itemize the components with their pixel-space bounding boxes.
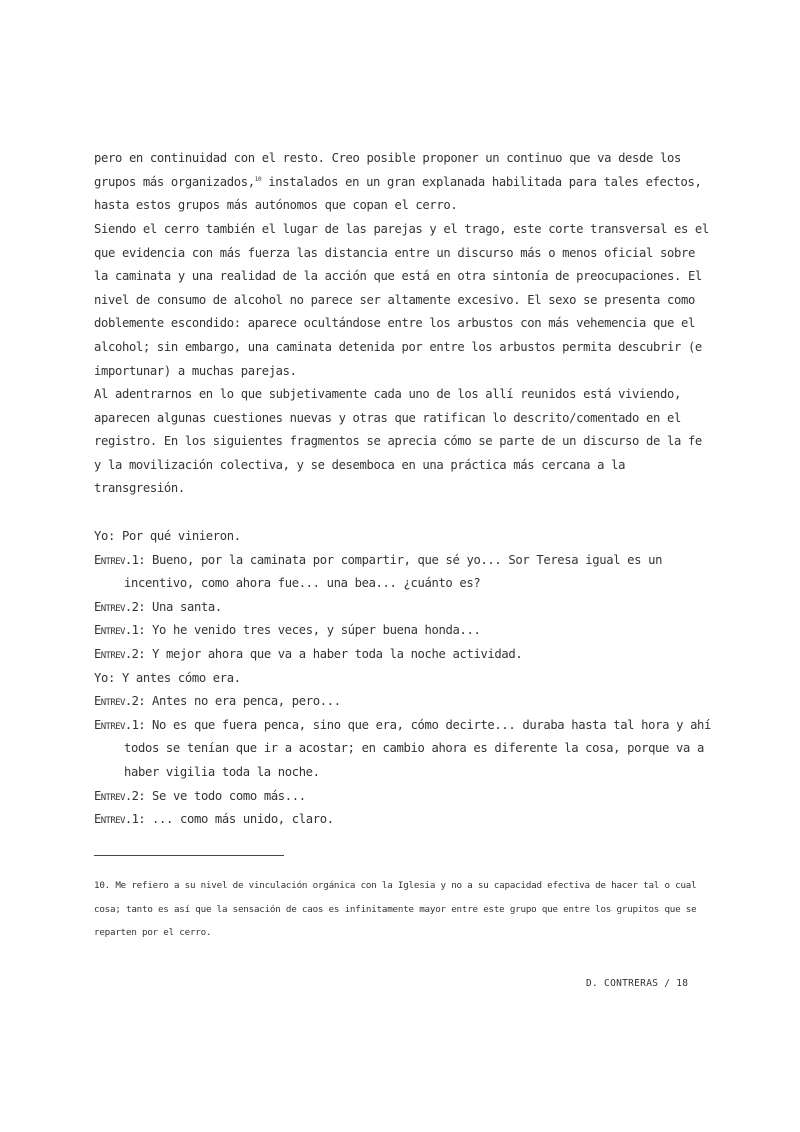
footnote-divider [94, 855, 284, 856]
dialog-turn [94, 549, 714, 596]
dialog-turn [94, 785, 714, 809]
speech-text: Se ve todo como más... [145, 788, 306, 803]
speaker-label: Entrev.1: [94, 717, 146, 732]
speaker-label: Entrev.2: [94, 788, 146, 803]
speaker-label: Entrev.1: [94, 552, 146, 567]
speech-text: ... como más unido, claro. [145, 812, 334, 827]
speaker-label: Yo: [94, 670, 115, 685]
dialog-turn [94, 619, 714, 643]
interview-transcript [94, 525, 714, 832]
footnote-reference[interactable]: 10 [254, 175, 262, 183]
paragraph-2: Siendo el cerro también el lugar de las parejas y el trago, este corte transversal es el que evidencia con más fuerza las distancia entre un discurso más o menos oficial sobre la caminata y una realidad de la acción que está en otra sintonía de preocupaciones. El nivel de consumo de alcohol no parece ser altamente excesivo. El sexo se presenta como doblemente escondido: aparece ocultándose entre los arbustos con más vehemencia que el alcohol; sin embargo, una caminata detenida por entre los arbustos permita descubrir (e importunar) a muchas parejas. [94, 222, 716, 378]
footnote-10: 10. Me refiero a su nivel de vinculación orgánica con la Iglesia y no a su capacidad efectiva de hacer tal o cual cosa; tanto es así que la sensación de caos es infinitamente mayor entre este grupo que entre los grupitos que se reparten por el cerro. [94, 880, 697, 938]
paragraph-3: Al adentrarnos en lo que subjetivamente cada uno de los allí reunidos está viviendo, aparecen algunas cuestiones nuevas y otras que ratifican lo descrito/comentado en el registro. En los siguientes fragmentos se aprecia cómo se parte de un discurso de la fe y la movilización colectiva, y se desemboca en una práctica más cercana a la transgresión. [94, 387, 709, 496]
speaker-label: Entrev.2: [94, 646, 146, 661]
speech-text: Antes no era penca, pero... [145, 694, 341, 709]
dialog-turn [94, 667, 714, 691]
dialog-turn [94, 643, 714, 667]
speaker-label: Yo: [94, 529, 115, 543]
page-footer: D. CONTRERAS / 18 [586, 978, 689, 989]
speaker-label: Entrev.2: [94, 694, 146, 709]
speaker-label: Entrev.1: [94, 623, 146, 638]
dialog-turn [94, 690, 714, 714]
speech-text: Yo he venido tres veces, y súper buena honda... [145, 623, 481, 638]
speech-text: Por qué vinieron. [114, 529, 241, 543]
speech-text: Y antes cómo era. [114, 670, 241, 685]
paragraph-1 [94, 147, 714, 218]
dialog-turn [94, 596, 714, 620]
speech-text: Y mejor ahora que va a haber toda la noche actividad. [145, 646, 523, 661]
speech-text: No es que fuera penca, sino que era, cómo decirte... duraba hasta tal hora y ahí todos se tenían que ir a acostar; en cambio ahora es diferente la cosa, porque va a haber vigilia toda la noche. [124, 717, 712, 779]
dialog-turn [94, 808, 714, 832]
speaker-label: Entrev.2: [94, 599, 146, 614]
speech-text: Una santa. [145, 599, 222, 614]
speech-text: Bueno, por la caminata por compartir, que sé yo... Sor Teresa igual es un incentivo, como ahora fue... una bea... ¿cuánto es? [124, 552, 663, 591]
dialog-turn [94, 525, 714, 549]
dialog-turn [94, 714, 714, 785]
paragraph-1-text-cont: instalados en un gran explanada habilitada para tales efectos, hasta estos grupos más autónomos que copan el cerro. [94, 174, 709, 213]
paragraph-1-text: pero en continuidad con el resto. Creo posible proponer un continuo que va desde los grupos más organizados, [94, 151, 688, 189]
speaker-label: Entrev.1: [94, 812, 146, 827]
